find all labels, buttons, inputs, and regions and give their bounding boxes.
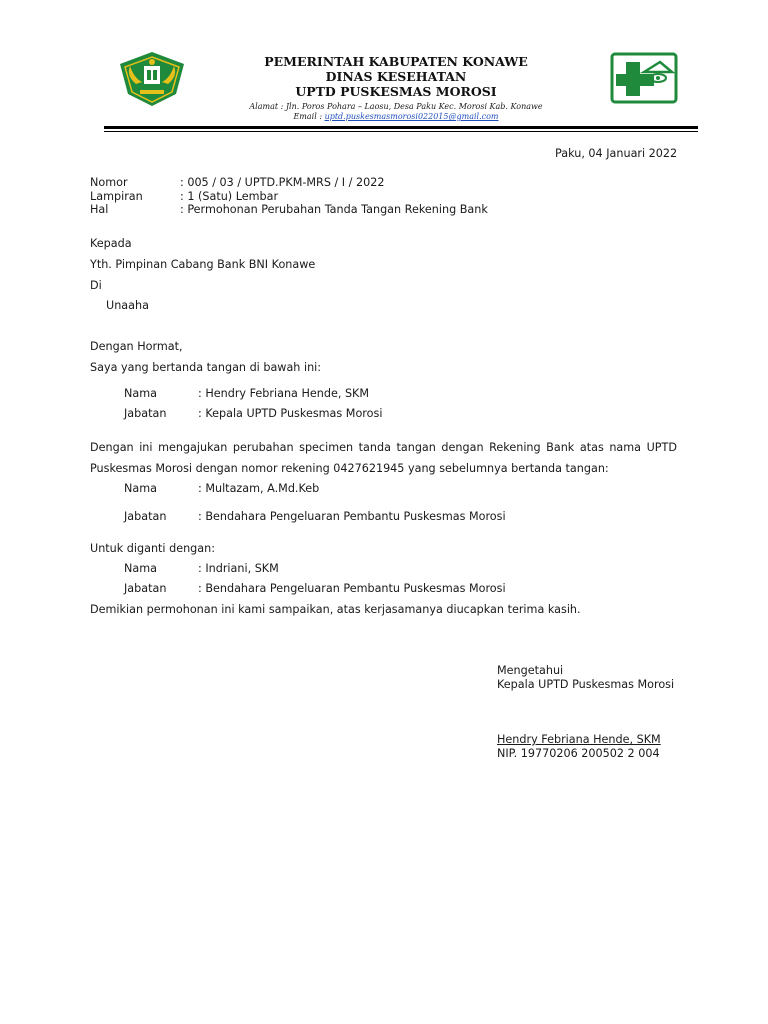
body-paragraph: Dengan ini mengajukan perubahan specimen tanda tangan dengan Rekening Bank atas nama UPTD Puskesmas Morosi dengan nomor rekening 0427621945 yang sebelumnya bertanda tangan: <box>90 441 677 475</box>
meta-value-nomor: : 005 / 03 / UPTD.PKM-MRS / I / 2022 <box>180 176 385 189</box>
signer-title-value: : Kepala UPTD Puskesmas Morosi <box>198 407 383 420</box>
letterhead-rule-thin <box>104 131 698 132</box>
replacement-title-value: : Bendahara Pengeluaran Pembantu Puskesmas Morosi <box>198 582 506 595</box>
email-label: Email : <box>293 112 325 121</box>
meta-value-lampiran: : 1 (Satu) Lembar <box>180 190 279 203</box>
previous-name-label: Nama <box>124 482 157 495</box>
email-link[interactable]: uptd.puskesmasmorosi022015@gmail.com <box>324 112 499 121</box>
signature-name: Hendry Febriana Hende, SKM <box>497 733 661 746</box>
meta-label-hal: Hal <box>90 203 109 216</box>
replacement-name-label: Nama <box>124 562 157 575</box>
signature-acknowledge: Mengetahui <box>497 664 564 677</box>
meta-value-hal: : Permohonan Perubahan Tanda Tangan Rekening Bank <box>180 203 488 216</box>
letterhead-rule <box>104 126 698 129</box>
replacement-title-label: Jabatan <box>124 582 167 595</box>
signer-name-label: Nama <box>124 387 157 400</box>
greeting: Dengan Hormat, <box>90 340 183 353</box>
previous-name-value: : Multazam, A.Md.Keb <box>198 482 320 495</box>
signer-title-label: Jabatan <box>124 407 167 420</box>
header-line-agency: DINAS KESEHATAN <box>325 69 467 84</box>
meta-label-lampiran: Lampiran <box>90 190 143 203</box>
header-address: Alamat : Jln. Poros Pohara – Laosu, Desa Paku Kec. Morosi Kab. Konawe <box>249 102 543 111</box>
header-email-line <box>190 112 602 121</box>
recipient-city: Unaaha <box>106 299 149 312</box>
kepada-label: Kepada <box>90 237 132 250</box>
header-line-unit: UPTD PUSKESMAS MOROSI <box>295 84 497 99</box>
konawe-regency-emblem-icon <box>116 50 188 108</box>
closing-sentence: Demikian permohonan ini kami sampaikan, atas kerjasamanya diucapkan terima kasih. <box>90 603 581 616</box>
letterhead <box>0 0 768 130</box>
puskesmas-logo-icon <box>610 52 678 104</box>
signature-nip: NIP. 19770206 200502 2 004 <box>497 747 660 760</box>
intro-sentence: Saya yang bertanda tangan di bawah ini: <box>90 361 322 374</box>
header-line-government: PEMERINTAH KABUPATEN KONAWE <box>264 54 528 69</box>
replacement-name-value: : Indriani, SKM <box>198 562 279 575</box>
previous-title-value: : Bendahara Pengeluaran Pembantu Puskesmas Morosi <box>198 510 506 523</box>
meta-label-nomor: Nomor <box>90 176 128 189</box>
signature-position: Kepala UPTD Puskesmas Morosi <box>497 678 675 691</box>
di-label: Di <box>90 279 102 292</box>
recipient: Yth. Pimpinan Cabang Bank BNI Konawe <box>90 258 316 271</box>
replace-intro: Untuk diganti dengan: <box>90 542 215 555</box>
letter-date: Paku, 04 Januari 2022 <box>555 147 678 160</box>
previous-title-label: Jabatan <box>124 510 167 523</box>
signer-name-value: : Hendry Febriana Hende, SKM <box>198 387 370 400</box>
